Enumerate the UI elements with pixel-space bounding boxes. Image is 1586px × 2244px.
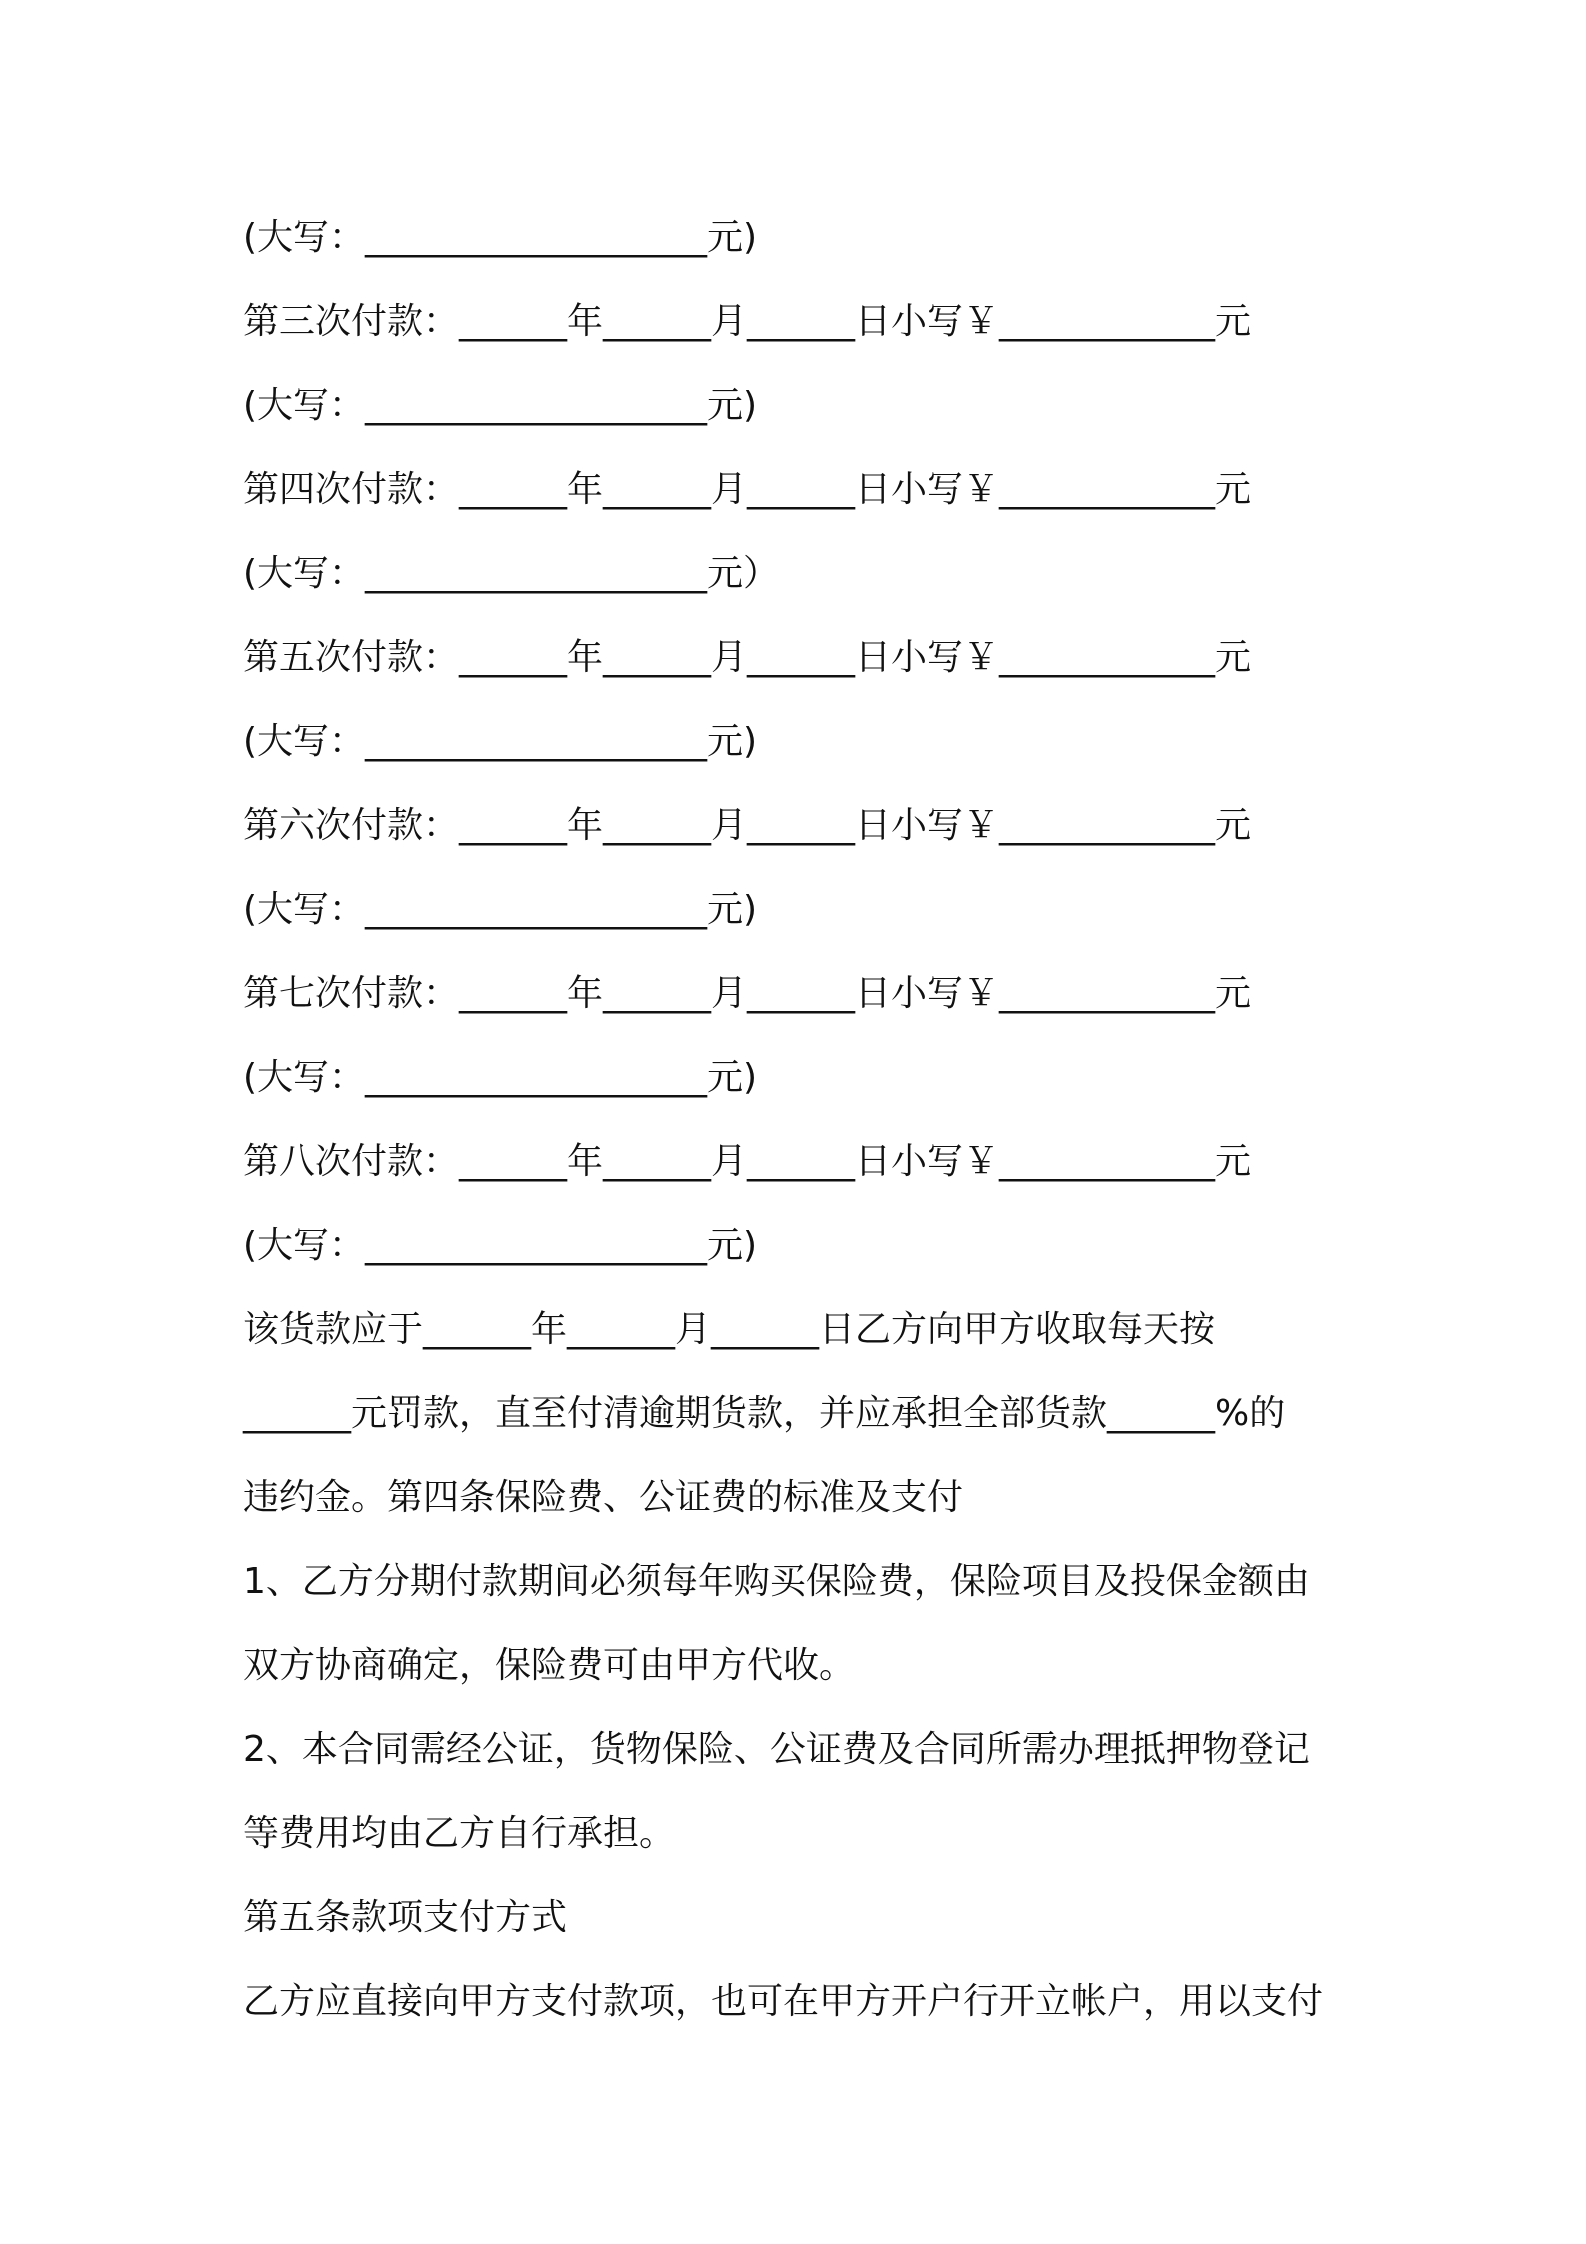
text-line: (大写：___________________元） — [243, 553, 780, 594]
text-line: 1、乙方分期付款期间必须每年购买保险费，保险项目及投保金额由 — [243, 1561, 1310, 1602]
text-line: 第八次付款：______年______月______日小写￥____________元 — [243, 1141, 1252, 1182]
text-line: 双方协商确定，保险费可由甲方代收。 — [243, 1645, 856, 1686]
text-line: 该货款应于______年______月______日乙方向甲方收取每天按 — [243, 1309, 1216, 1350]
text-line: (大写：___________________元) — [243, 1225, 758, 1266]
text-line: 第五次付款：______年______月______日小写￥____________元 — [243, 637, 1252, 678]
text-line: 第七次付款：______年______月______日小写￥____________元 — [243, 973, 1252, 1014]
text-line: 违约金。第四条保险费、公证费的标准及支付 — [243, 1477, 964, 1518]
document-body — [243, 196, 1363, 2044]
text-line: (大写：___________________元) — [243, 721, 758, 762]
text-line: (大写：___________________元) — [243, 1057, 758, 1098]
text-line: 第三次付款：______年______月______日小写￥____________元 — [243, 301, 1252, 342]
text-line: (大写：___________________元) — [243, 889, 758, 930]
text-line: 第五条款项支付方式 — [243, 1897, 568, 1938]
text-line: ______元罚款，直至付清逾期货款，并应承担全部货款______%的 — [243, 1393, 1286, 1434]
text-line: 第四次付款：______年______月______日小写￥____________元 — [243, 469, 1252, 510]
text-line: (大写：___________________元) — [243, 385, 758, 426]
text-line: (大写：___________________元) — [243, 217, 758, 258]
text-line: 乙方应直接向甲方支付款项，也可在甲方开户行开立帐户，用以支付 — [243, 1981, 1324, 2022]
text-line: 等费用均由乙方自行承担。 — [243, 1813, 676, 1854]
text-line: 第六次付款：______年______月______日小写￥____________元 — [243, 805, 1252, 846]
text-line: 2、本合同需经公证，货物保险、公证费及合同所需办理抵押物登记 — [243, 1729, 1310, 1770]
